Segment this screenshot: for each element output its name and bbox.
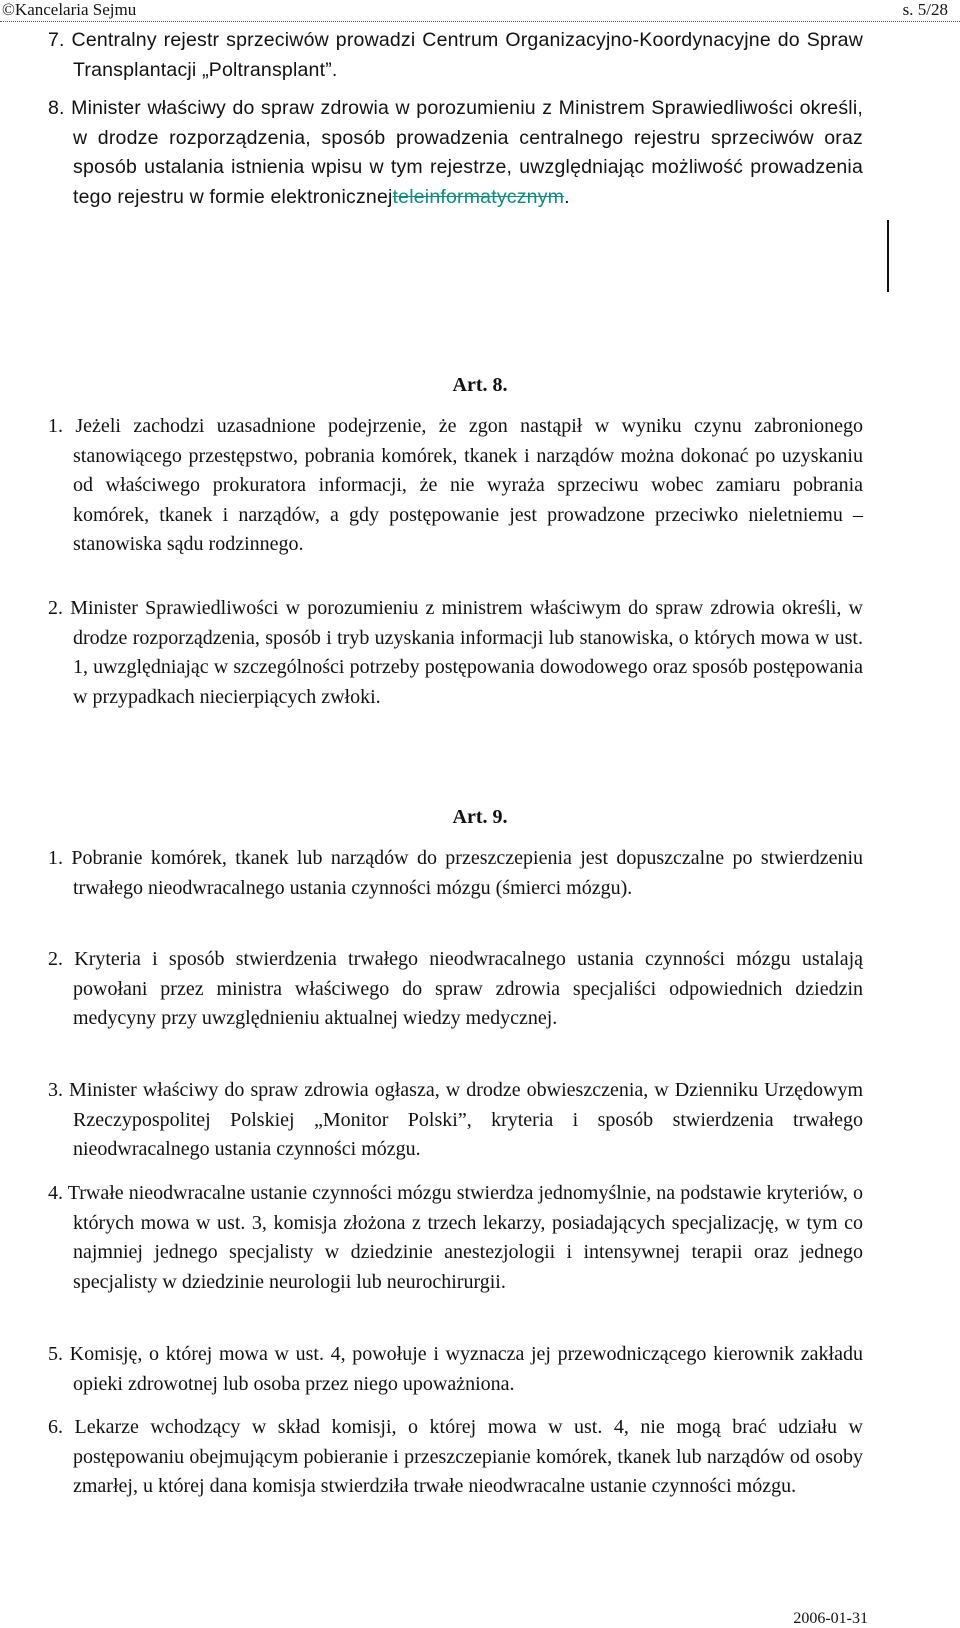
paragraph-8-text: 8. Minister właściwy do spraw zdrowia w porozumieniu z Ministrem Sprawiedliwości określi, w drodze rozporządzenia, sposób prowadzenia centralnego rejestru sprzeciwów oraz sposób ustalania istnienia wpisu w tym rejestrze, uwzględniając możliwość prowadzenia tego rejestru w formie elektronicznej [48, 97, 863, 208]
art9-paragraph-6: 6. Lekarze wchodzący w skład komisji, o której mowa w ust. 4, nie mogą brać udziału w postępowaniu obejmującym pobieranie i przeszczepianie komórek, tkanek lub narządów od osoby zmarłej, u której dana komisja stwierdziła trwałe nieodwracalne ustanie czynności mózgu. [48, 1416, 863, 1497]
copyright-label: ©Kancelaria Sejmu [2, 0, 137, 19]
art8-paragraph-2: 2. Minister Sprawiedliwości w porozumieniu z ministrem właściwym do spraw zdrowia określi, w drodze rozporządzenia, sposób i tryb uzyskania informacji lub stanowiska, o których mowa w ust. 1, uwzględniając w szczególności potrzeby postępowania dowodowego oraz sposób postępowania w przypadkach niecierpiących zwłoki. [48, 597, 863, 708]
art9-paragraph-3: 3. Minister właściwy do spraw zdrowia ogłasza, w drodze obwieszczenia, w Dzienniku Urzędowym Rzeczypospolitej Polskiej „Monitor Polski”, kryteria i sposób stwierdzenia trwałego nieodwracalnego ustania czynności mózgu. [48, 1079, 863, 1160]
art9-paragraph-4: 4. Trwałe nieodwracalne ustanie czynności mózgu stwierdza jednomyślnie, na podstawie kryteriów, o których mowa w ust. 3, komisja złożona z trzech lekarzy, posiadających specjalizację, w tym co najmniej jednego specjalisty w dziedzinie anestezjologii i intensywnej terapii oraz jednego specjalisty w dziedzinie neurologii lub neurochirurgii. [48, 1182, 863, 1293]
art9-paragraph-1: 1. Pobranie komórek, tkanek lub narządów do przeszczepienia jest dopuszczalne po stwierdzeniu trwałego nieodwracalnego ustania czynności mózgu (śmierci mózgu). [48, 847, 863, 899]
art8-paragraph-1: 1. Jeżeli zachodzi uzasadnione podejrzenie, że zgon nastąpił w wyniku czynu zabronionego stanowiącego przestępstwo, pobrania komórek, tkanek i narządów można dokonać po uzyskaniu od właściwego prokuratora informacji, że nie wyraża sprzeciwu wobec zamiaru pobrania komórek, tkanek i narządów, a gdy postępowanie jest prowadzone przeciwko nieletniemu – stanowiska sądu rodzinnego. [48, 415, 863, 555]
page-number: s. 5/28 [902, 0, 948, 19]
art9-paragraph-5: 5. Komisję, o której mowa w ust. 4, powołuje i wyznacza jej przewodniczącego kierownik zakładu opieki zdrowotnej lub osoba przez niego upoważniona. [48, 1343, 863, 1395]
change-bar [887, 220, 889, 292]
deleted-text: teleinformatycznym [392, 185, 565, 208]
article-8-title: Art. 8. [452, 374, 508, 396]
article-9-title: Art. 9. [452, 806, 508, 828]
header-divider [0, 21, 960, 22]
footer-date: 2006-01-31 [793, 1610, 868, 1627]
page-header [0, 0, 960, 22]
paragraph-8 [48, 94, 863, 212]
art9-paragraph-2: 2. Kryteria i sposób stwierdzenia trwałego nieodwracalnego ustania czynności mózgu ustalają powołani przez ministra właściwego do spraw zdrowia specjaliści odpowiednich dziedzin medycyny przy uwzględnieniu aktualnej wiedzy medycznej. [48, 948, 863, 1029]
paragraph-7: 7. Centralny rejestr sprzeciwów prowadzi Centrum Organizacyjno-Koordynacyjne do Spraw Transplantacji „Poltransplant”. [48, 29, 863, 81]
paragraph-8-end: . [564, 185, 570, 208]
